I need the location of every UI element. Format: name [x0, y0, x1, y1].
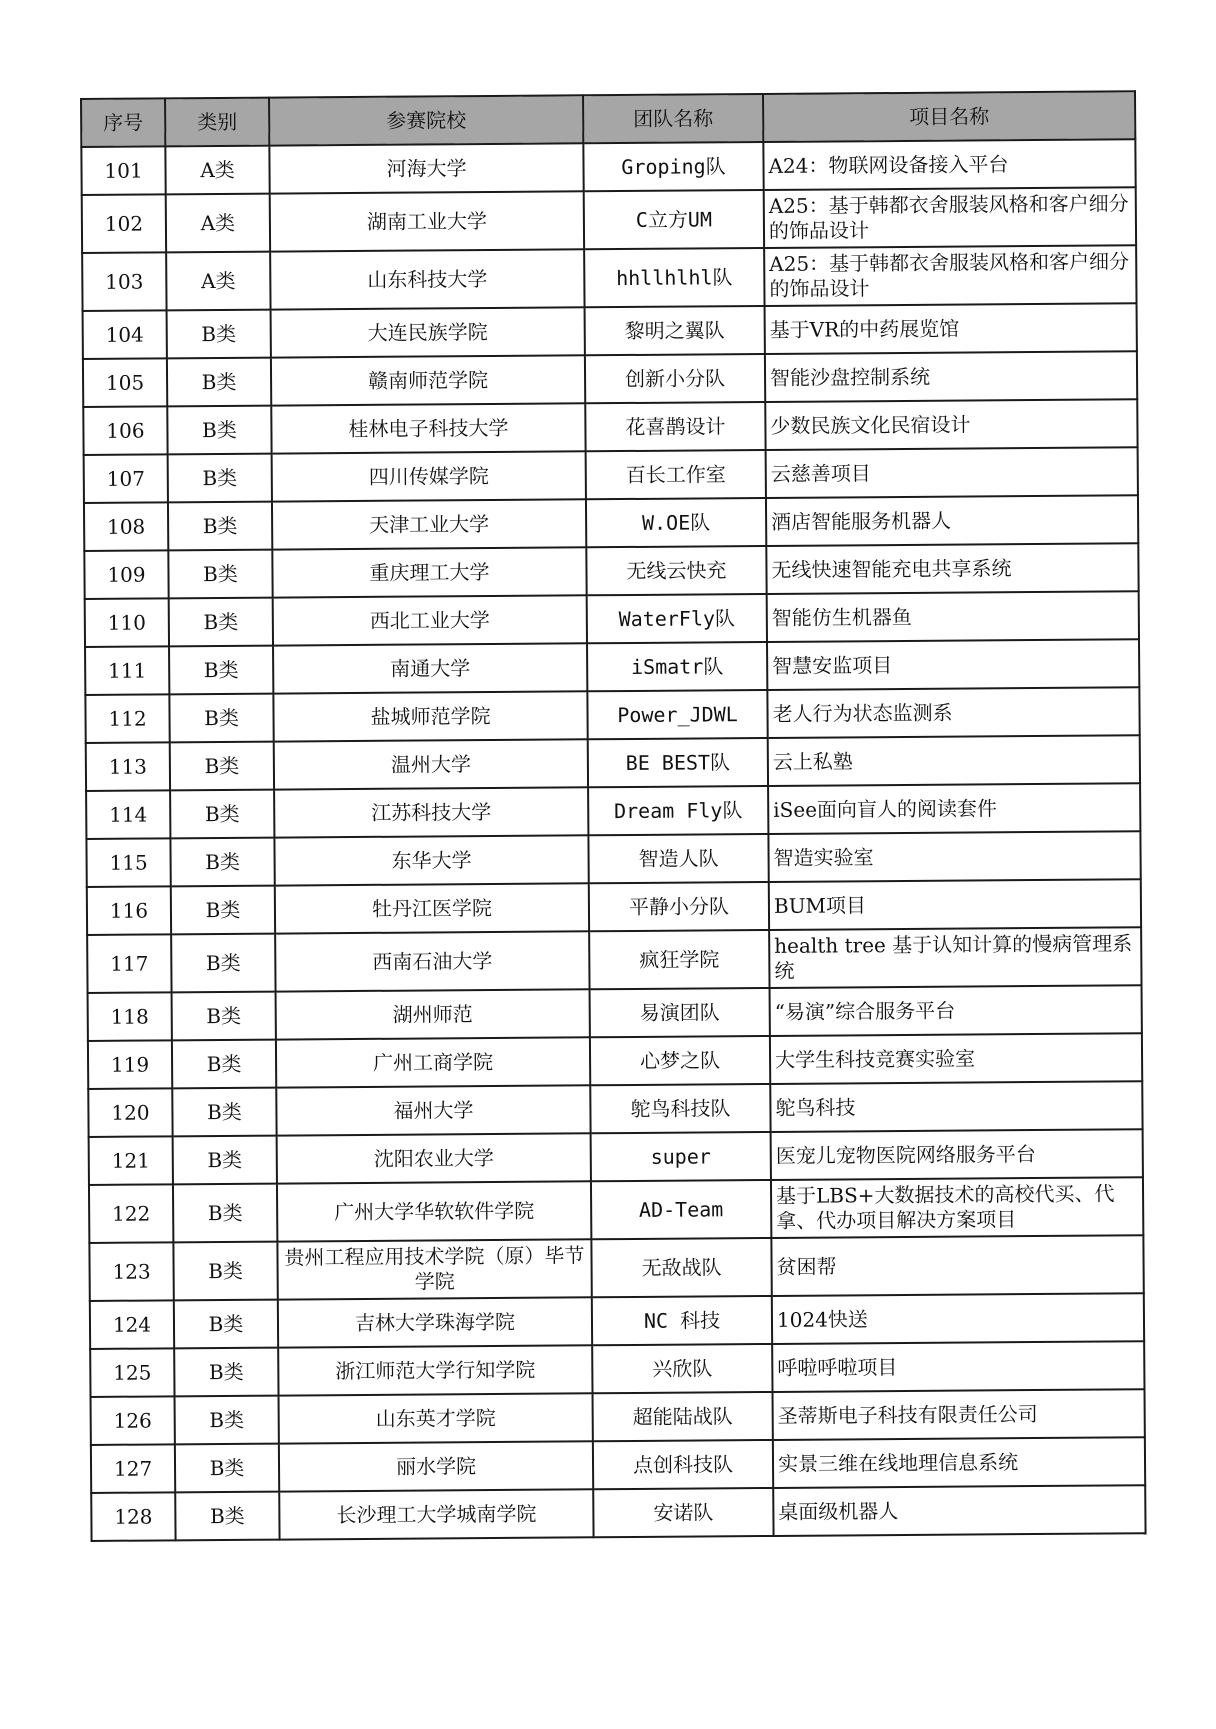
row-project: 智能沙盘控制系统 — [765, 351, 1137, 402]
row-project: A25：基于韩都衣舍服装风格和客户细分的饰品设计 — [764, 187, 1136, 248]
table-body — [81, 139, 1145, 1541]
row-category: B类 — [171, 886, 275, 935]
row-project: 实景三维在线地理信息系统 — [773, 1437, 1145, 1488]
row-number: 117 — [87, 934, 171, 993]
row-project: 智慧安监项目 — [767, 639, 1139, 690]
row-category: B类 — [174, 1300, 278, 1349]
row-project: 云慈善项目 — [766, 447, 1138, 498]
row-school: 江苏科技大学 — [274, 787, 588, 837]
row-school: 天津工业大学 — [272, 499, 586, 549]
row-project: 基于LBS+大数据技术的高校代买、代拿、代办项目解决方案项目 — [771, 1177, 1143, 1238]
row-number: 121 — [89, 1136, 173, 1185]
row-number: 115 — [86, 838, 170, 887]
row-school: 盐城师范学院 — [273, 691, 587, 741]
header-number: 序号 — [81, 98, 165, 147]
row-number: 104 — [83, 310, 167, 359]
row-team: 百长工作室 — [586, 450, 766, 499]
table-row — [89, 1177, 1143, 1243]
row-project: iSee面向盲人的阅读套件 — [768, 783, 1140, 834]
row-category: B类 — [170, 742, 274, 791]
table-row — [86, 783, 1140, 839]
table-row — [89, 1235, 1143, 1301]
row-school: 广州工商学院 — [276, 1037, 590, 1087]
row-team: 无敌战队 — [591, 1238, 771, 1297]
row-school: 广州大学华软软件学院 — [277, 1181, 591, 1241]
row-project: A25：基于韩都衣舍服装风格和客户细分的饰品设计 — [764, 245, 1136, 306]
row-number: 124 — [90, 1300, 174, 1349]
row-category: B类 — [171, 934, 275, 993]
row-school: 赣南师范学院 — [271, 355, 585, 405]
document-page — [80, 90, 1145, 1542]
row-project: 智造实验室 — [768, 831, 1140, 882]
row-team: Power_JDWL — [587, 690, 767, 739]
row-school: 长沙理工大学城南学院 — [279, 1489, 593, 1539]
table-row — [83, 399, 1137, 455]
row-category: A类 — [166, 194, 270, 253]
row-number: 105 — [83, 358, 167, 407]
row-number: 118 — [88, 992, 172, 1041]
row-school: 丽水学院 — [279, 1441, 593, 1491]
row-number: 112 — [85, 694, 169, 743]
row-project: 酒店智能服务机器人 — [766, 495, 1138, 546]
header-category: 类别 — [165, 98, 269, 147]
row-team: BE BEST队 — [588, 738, 768, 787]
table-row — [90, 1341, 1144, 1397]
row-project: 大学生科技竞赛实验室 — [770, 1033, 1142, 1084]
table-row — [84, 447, 1138, 503]
header-project: 项目名称 — [763, 91, 1135, 142]
row-project: 贫困帮 — [771, 1235, 1143, 1296]
header-school: 参赛院校 — [269, 95, 583, 145]
row-number: 126 — [91, 1396, 175, 1445]
row-school: 牡丹江医学院 — [275, 883, 589, 933]
row-number: 122 — [89, 1184, 173, 1243]
row-project: 智能仿生机器鱼 — [767, 591, 1139, 642]
row-project: 呼啦呼啦项目 — [772, 1341, 1144, 1392]
header-team: 团队名称 — [583, 94, 763, 143]
row-category: B类 — [167, 358, 271, 407]
row-project: BUM项目 — [769, 879, 1141, 930]
row-number: 128 — [91, 1492, 175, 1541]
row-number: 120 — [88, 1088, 172, 1137]
row-team: Dream Fly队 — [588, 786, 768, 835]
row-team: 花喜鹊设计 — [585, 402, 765, 451]
table-row — [91, 1437, 1145, 1493]
table-row — [91, 1389, 1145, 1445]
row-team: iSmatr队 — [587, 642, 767, 691]
table-row — [85, 687, 1139, 743]
table-row — [83, 303, 1137, 359]
row-number: 108 — [84, 502, 168, 551]
row-number: 106 — [83, 406, 167, 455]
row-project: 医宠儿宠物医院网络服务平台 — [771, 1129, 1143, 1180]
row-category: B类 — [168, 502, 272, 551]
row-project: 1024快送 — [772, 1293, 1144, 1344]
row-school: 浙江师范大学行知学院 — [278, 1345, 592, 1395]
row-project: health tree 基于认知计算的慢病管理系统 — [769, 927, 1141, 988]
row-school: 温州大学 — [274, 739, 588, 789]
row-number: 101 — [81, 146, 165, 195]
row-school: 湖南工业大学 — [270, 191, 584, 251]
row-category: B类 — [169, 646, 273, 695]
row-school: 西北工业大学 — [273, 595, 587, 645]
row-team: 兴欣队 — [592, 1344, 772, 1393]
table-row — [82, 245, 1136, 311]
table-row — [91, 1485, 1145, 1541]
row-number: 127 — [91, 1444, 175, 1493]
row-number: 125 — [90, 1348, 174, 1397]
table-row — [86, 831, 1140, 887]
row-school: 山东科技大学 — [270, 249, 584, 309]
row-project: 鸵鸟科技 — [770, 1081, 1142, 1132]
row-team: 易演团队 — [590, 988, 770, 1037]
row-number: 103 — [82, 252, 166, 311]
row-project: 圣蒂斯电子科技有限责任公司 — [773, 1389, 1145, 1440]
row-team: Groping队 — [583, 142, 763, 191]
row-school: 大连民族学院 — [271, 307, 585, 357]
row-number: 102 — [82, 194, 166, 253]
row-category: B类 — [172, 1088, 276, 1137]
row-team: 无线云快充 — [586, 546, 766, 595]
row-team: 鸵鸟科技队 — [590, 1084, 770, 1133]
row-category: B类 — [173, 1242, 277, 1301]
row-team: 超能陆战队 — [593, 1392, 773, 1441]
row-category: B类 — [169, 694, 273, 743]
row-school: 桂林电子科技大学 — [271, 403, 585, 453]
row-number: 113 — [86, 742, 170, 791]
row-category: B类 — [172, 1040, 276, 1089]
table-row — [90, 1293, 1144, 1349]
row-school: 山东英才学院 — [279, 1393, 593, 1443]
row-project: 少数民族文化民宿设计 — [765, 399, 1137, 450]
row-team: C立方UM — [584, 190, 764, 249]
row-category: B类 — [170, 838, 274, 887]
row-category: B类 — [172, 992, 276, 1041]
row-category: B类 — [168, 454, 272, 503]
row-school: 东华大学 — [274, 835, 588, 885]
row-team: W.OE队 — [586, 498, 766, 547]
row-category: B类 — [173, 1136, 277, 1185]
table-row — [84, 495, 1138, 551]
row-category: A类 — [166, 252, 270, 311]
row-category: B类 — [167, 406, 271, 455]
row-team: 创新小分队 — [585, 354, 765, 403]
header-row — [81, 91, 1135, 147]
row-number: 107 — [84, 454, 168, 503]
row-school: 沈阳农业大学 — [277, 1133, 591, 1183]
row-project: 桌面级机器人 — [773, 1485, 1145, 1536]
row-category: B类 — [168, 550, 272, 599]
table-row — [82, 187, 1136, 253]
row-school: 福州大学 — [276, 1085, 590, 1135]
row-number: 116 — [87, 886, 171, 935]
table-row — [89, 1129, 1143, 1185]
row-category: A类 — [165, 146, 269, 195]
table-row — [88, 1081, 1142, 1137]
table-row — [88, 1033, 1142, 1089]
row-team: 点创科技队 — [593, 1440, 773, 1489]
row-team: WaterFly队 — [587, 594, 767, 643]
row-category: B类 — [174, 1348, 278, 1397]
table-row — [83, 351, 1137, 407]
row-number: 114 — [86, 790, 170, 839]
row-category: B类 — [169, 598, 273, 647]
row-project: 基于VR的中药展览馆 — [765, 303, 1137, 354]
row-team: 智造人队 — [588, 834, 768, 883]
row-school: 四川传媒学院 — [272, 451, 586, 501]
row-team: NC 科技 — [592, 1296, 772, 1345]
table-row — [84, 543, 1138, 599]
row-category: B类 — [170, 790, 274, 839]
table-row — [88, 985, 1142, 1041]
row-category: B类 — [175, 1492, 279, 1541]
row-school: 西南石油大学 — [275, 931, 589, 991]
row-project: 云上私塾 — [768, 735, 1140, 786]
table-row — [87, 879, 1141, 935]
table-row — [85, 591, 1139, 647]
row-category: B类 — [175, 1444, 279, 1493]
row-category: B类 — [175, 1396, 279, 1445]
row-team: 疯狂学院 — [589, 930, 769, 989]
row-team: 黎明之翼队 — [585, 306, 765, 355]
table-row — [87, 927, 1141, 993]
row-school: 河海大学 — [269, 143, 583, 193]
row-school: 贵州工程应用技术学院（原）毕节学院 — [277, 1239, 591, 1299]
row-number: 111 — [85, 646, 169, 695]
row-team: AD-Team — [591, 1180, 771, 1239]
row-category: B类 — [173, 1184, 277, 1243]
row-team: 安诺队 — [593, 1488, 773, 1537]
table-header — [81, 91, 1135, 147]
row-team: super — [591, 1132, 771, 1181]
row-school: 南通大学 — [273, 643, 587, 693]
row-school: 重庆理工大学 — [272, 547, 586, 597]
row-project: A24：物联网设备接入平台 — [763, 139, 1135, 190]
table-row — [85, 639, 1139, 695]
row-project: “易演”综合服务平台 — [770, 985, 1142, 1036]
row-school: 湖州师范 — [276, 989, 590, 1039]
row-team: 心梦之队 — [590, 1036, 770, 1085]
table-row — [86, 735, 1140, 791]
row-number: 109 — [84, 550, 168, 599]
row-team: 平静小分队 — [589, 882, 769, 931]
row-project: 无线快速智能充电共享系统 — [766, 543, 1138, 594]
row-category: B类 — [167, 310, 271, 359]
row-number: 110 — [85, 598, 169, 647]
row-school: 吉林大学珠海学院 — [278, 1297, 592, 1347]
row-team: hhllhlhl队 — [584, 248, 764, 307]
row-number: 123 — [89, 1242, 173, 1301]
row-number: 119 — [88, 1040, 172, 1089]
team-roster-table — [80, 90, 1147, 1542]
table-row — [81, 139, 1135, 195]
row-project: 老人行为状态监测系 — [767, 687, 1139, 738]
